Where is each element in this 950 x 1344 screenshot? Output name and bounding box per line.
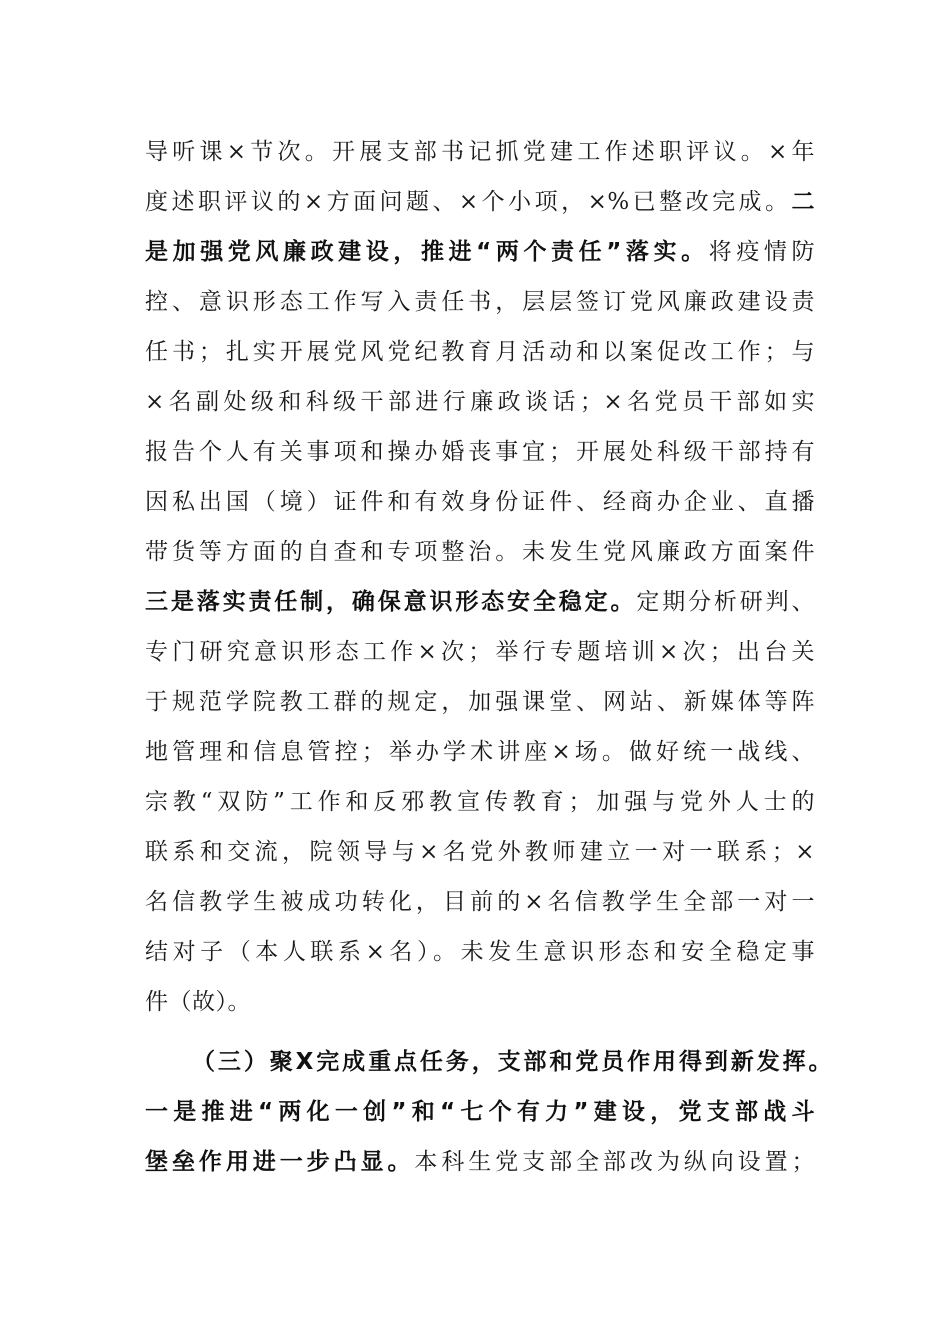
body-line-14 — [145, 777, 815, 827]
body-line-11 — [145, 627, 815, 677]
body-line-17 — [145, 927, 815, 977]
section-heading-3 — [192, 1037, 832, 1087]
line-text: 控、意识形态工作写入责任书，层层签订党风廉政建设责 — [145, 289, 815, 315]
body-line-5 — [145, 327, 815, 377]
body-line-15 — [145, 827, 815, 877]
body-line-7 — [145, 427, 815, 477]
bold-heading-text: 堡垒作用进一步凸显。 — [145, 1149, 415, 1175]
line-text: 于规范学院教工群的规定，加强课堂、网站、新媒体等阵 — [145, 689, 815, 715]
line-text: 定期分析研判、 — [636, 589, 816, 615]
body-line-3 — [145, 227, 815, 277]
line-text: 名信教学生被成功转化，目前的×名信教学生全部一对一 — [145, 889, 815, 915]
line-text: 将疫情防 — [708, 239, 816, 265]
body-line-21 — [145, 1137, 815, 1187]
body-line-10 — [145, 577, 815, 627]
body-line-8 — [145, 477, 815, 527]
bold-heading-text: 是加强党风廉政建设，推进“两个责任”落实。 — [145, 239, 709, 265]
line-text: 宗教“双防”工作和反邪教宣传教育；加强与党外人士的 — [145, 789, 815, 815]
line-text: 导听课×节次。开展支部书记抓党建工作述职评议。×年 — [145, 139, 815, 165]
bold-heading-text: 一是推进“两化一创”和“七个有力”建设，党支部战斗 — [145, 1099, 815, 1125]
line-text: 带货等方面的自查和专项整治。未发生党风廉政方面案件 — [145, 539, 815, 565]
body-line-4 — [145, 277, 815, 327]
bold-heading-text: 二 — [791, 189, 815, 215]
body-line-9 — [145, 527, 815, 577]
body-line-6 — [145, 377, 815, 427]
line-text: ×名副处级和科级干部进行廉政谈话；×名党员干部如实 — [145, 389, 815, 415]
line-text: 结对子（本人联系×名）。未发生意识形态和安全稳定事 — [145, 939, 815, 965]
line-text: 因私出国（境）证件和有效身份证件、经商办企业、直播 — [145, 489, 815, 515]
bold-heading-text: 三是落实责任制，确保意识形态安全稳定。 — [145, 589, 637, 615]
body-line-13 — [145, 727, 815, 777]
line-text: 地管理和信息管控；举办学术讲座×场。做好统一战线、 — [145, 739, 815, 765]
line-text: 报告个人有关事项和操办婚丧事宜；开展处科级干部持有 — [145, 439, 815, 465]
body-line-1 — [145, 127, 815, 177]
line-text: 任书；扎实开展党风党纪教育月活动和以案促改工作；与 — [145, 339, 815, 365]
line-text: 本科生党支部全部改为纵向设置； — [414, 1149, 815, 1175]
body-line-20 — [145, 1087, 815, 1137]
line-text: 度述职评议的×方面问题、×个小项，×%已整改完成。 — [145, 189, 792, 215]
section-heading-text: （三）聚X完成重点任务，支部和党员作用得到新发挥。 — [192, 1049, 832, 1075]
body-line-12 — [145, 677, 815, 727]
body-line-2 — [145, 177, 815, 227]
line-text: 专门研究意识形态工作×次；举行专题培训×次；出台关 — [145, 639, 815, 665]
line-text: 联系和交流，院领导与×名党外教师建立一对一联系；× — [145, 839, 815, 865]
body-line-18 — [145, 977, 815, 1027]
body-line-16 — [145, 877, 815, 927]
line-text: 件（故）。 — [145, 989, 251, 1015]
